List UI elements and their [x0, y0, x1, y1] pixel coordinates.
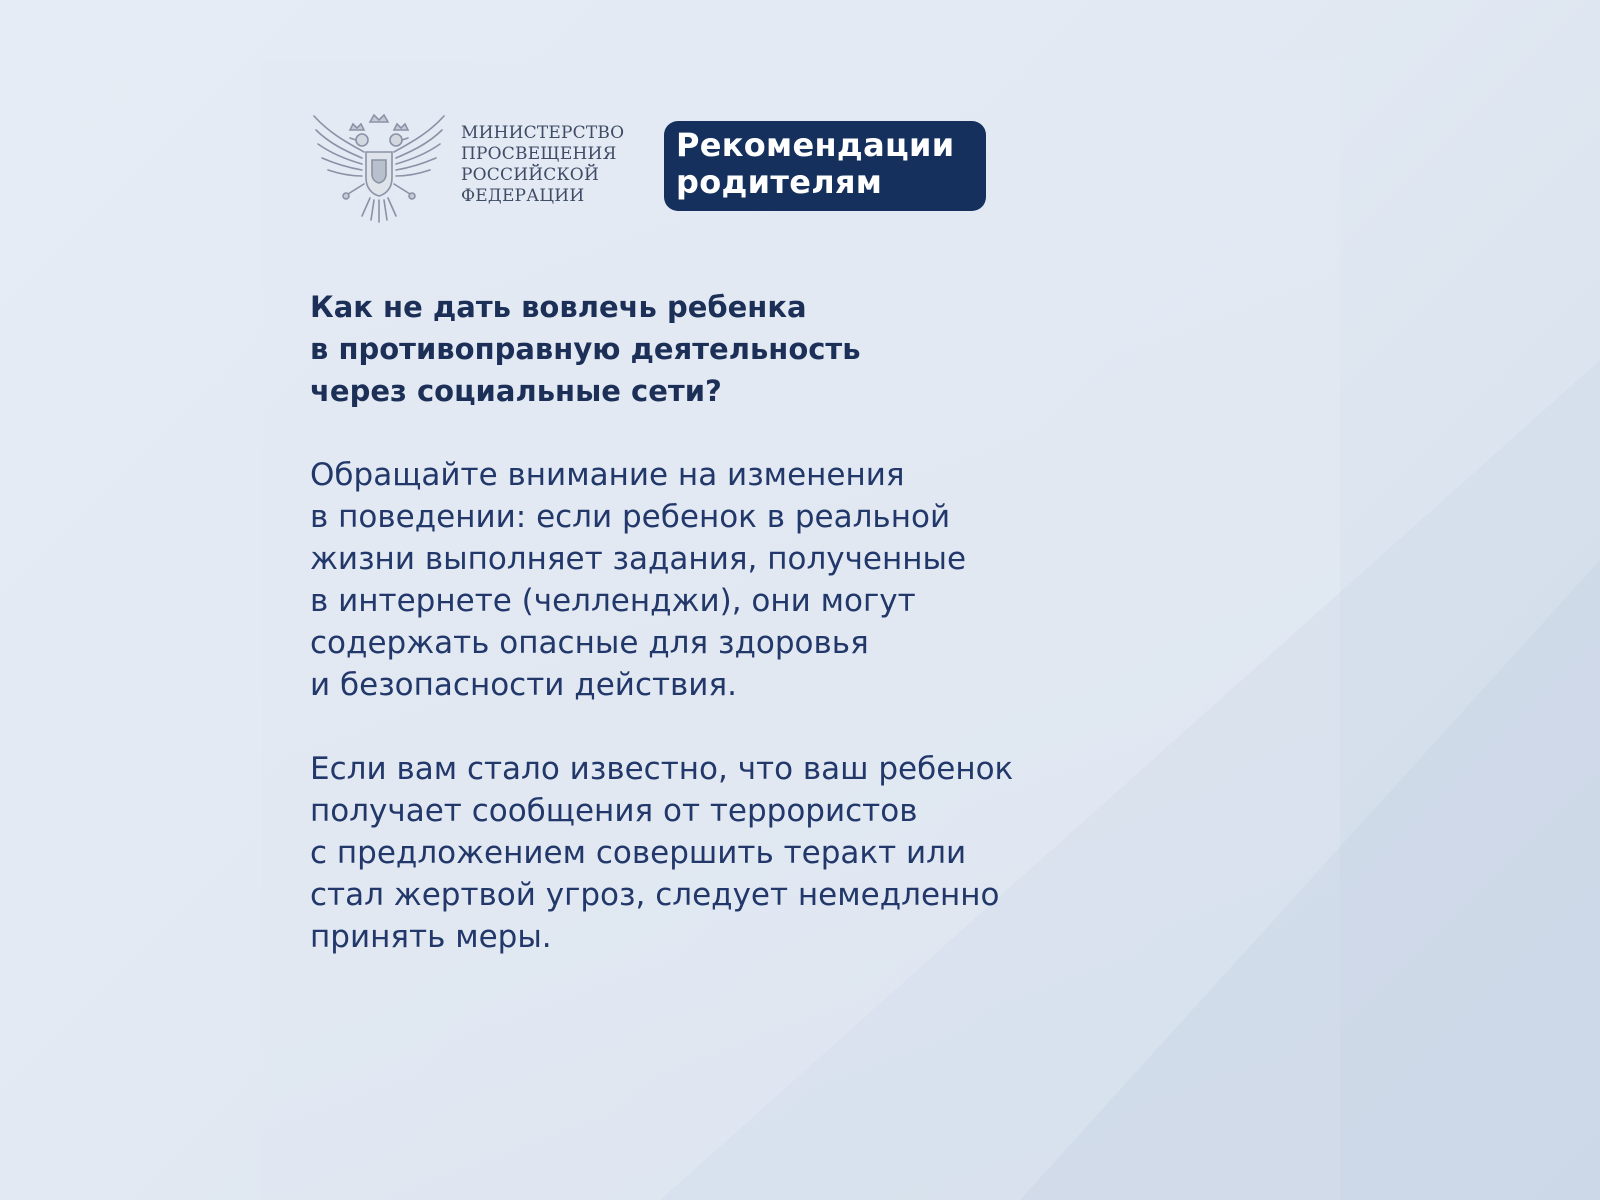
paragraph-line: в поведении: если ребенок в реальной	[310, 499, 951, 535]
paragraph-line: с предложением совершить теракт или	[310, 835, 967, 871]
ministry-line: МИНИСТЕРСТВО	[461, 123, 625, 143]
title-line: в противоправную деятельность	[310, 332, 861, 366]
paragraph-line: в интернете (челленджи), они могут	[310, 583, 916, 619]
recommendations-badge	[664, 121, 986, 211]
paragraph-action	[310, 748, 1070, 958]
ministry-name	[461, 123, 624, 207]
paragraph-line: получает сообщения от террористов	[310, 793, 918, 829]
page-title	[310, 286, 1070, 412]
paragraph-line: и безопасности действия.	[310, 667, 737, 703]
ministry-line: РОССИЙСКОЙ	[461, 165, 599, 185]
ministry-line: ФЕДЕРАЦИИ	[461, 186, 585, 206]
title-line: через социальные сети?	[310, 374, 722, 408]
main-content	[310, 286, 1070, 958]
paragraph-line: содержать опасные для здоровья	[310, 625, 869, 661]
badge-line: родителям	[676, 163, 883, 201]
paragraph-behavior	[310, 454, 1070, 706]
paragraph-line: Обращайте внимание на изменения	[310, 457, 905, 493]
ministry-line: ПРОСВЕЩЕНИЯ	[461, 144, 617, 164]
double-headed-eagle-emblem-icon	[310, 108, 448, 226]
title-line: Как не дать вовлечь ребенка	[310, 290, 807, 324]
paragraph-line: Если вам стало известно, что ваш ребенок	[310, 751, 1014, 787]
paragraph-line: стал жертвой угроз, следует немедленно	[310, 877, 1000, 913]
badge-line: Рекомендации	[676, 126, 955, 164]
paragraph-line: жизни выполняет задания, полученные	[310, 541, 967, 577]
header	[310, 108, 1010, 230]
paragraph-line: принять меры.	[310, 919, 552, 955]
